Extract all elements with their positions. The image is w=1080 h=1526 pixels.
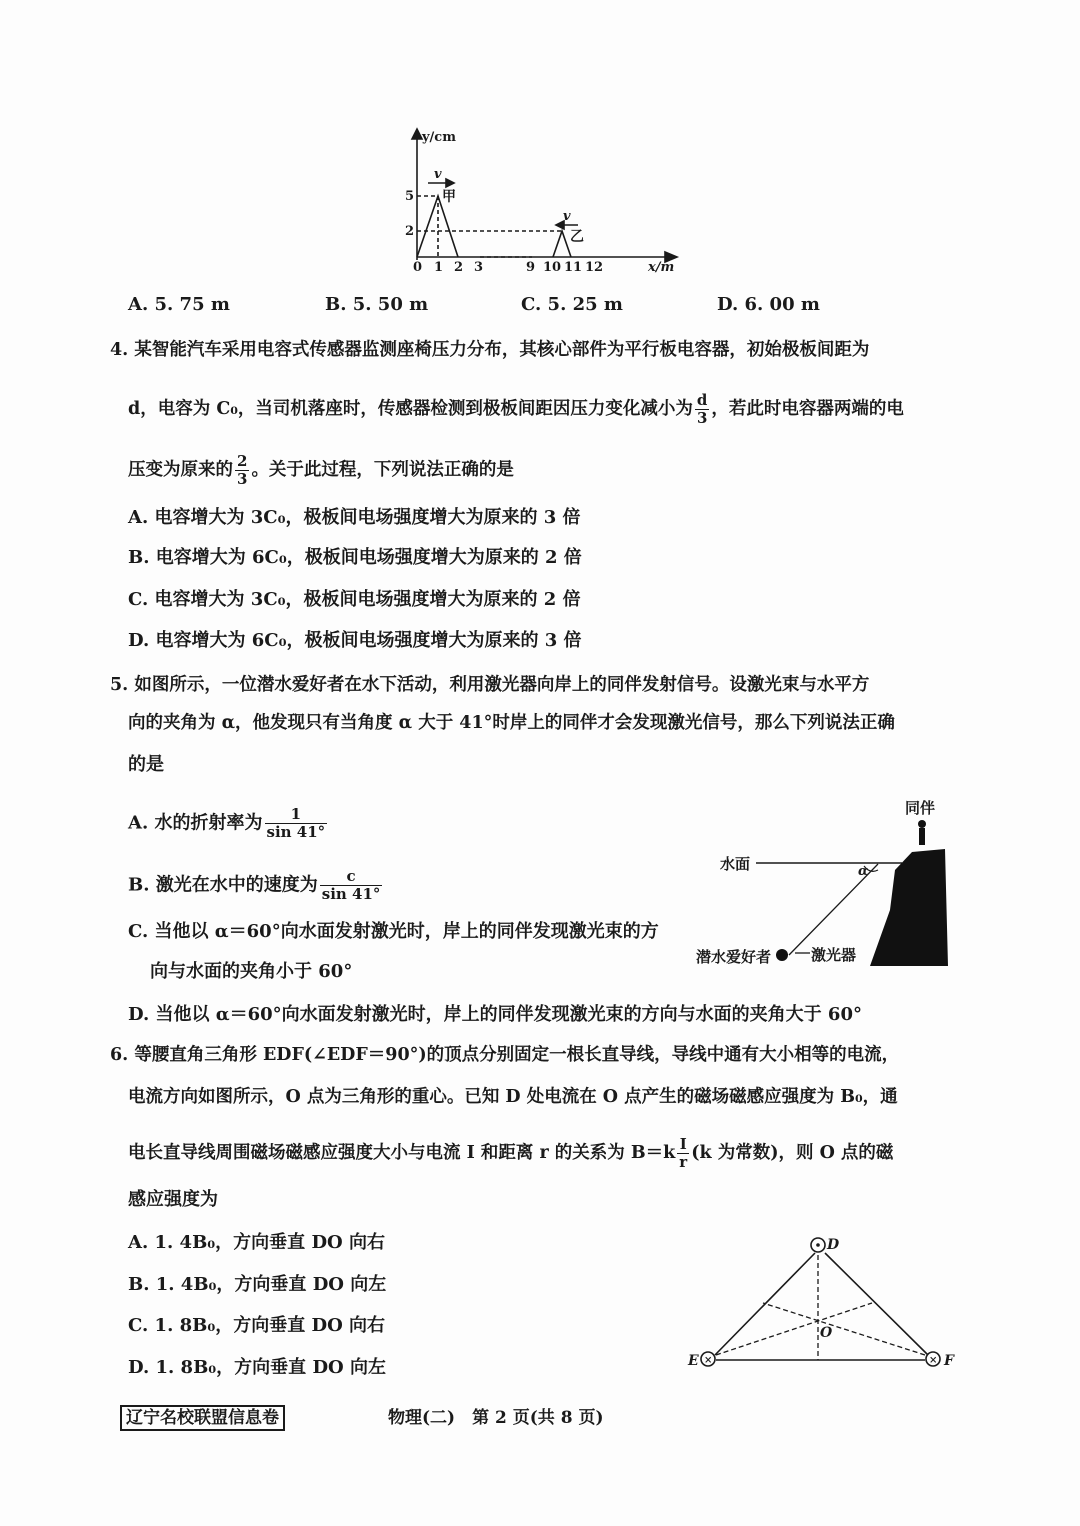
- q3-option-c: C. 5. 25 m: [521, 294, 623, 315]
- q5-stem-line1: 5. 如图所示，一位潜水爱好者在水下活动，利用激光器向岸上的同伴发射信号。设激光束与水平方: [110, 675, 870, 695]
- footer-page-info: 物理(二) 第 2 页(共 8 页): [388, 1408, 604, 1428]
- q3-option-d: D. 6. 00 m: [717, 294, 820, 315]
- denominator: r: [679, 1153, 688, 1171]
- q3-option-a: A. 5. 75 m: [128, 294, 230, 315]
- current-in-icon: ×: [704, 1355, 713, 1366]
- wave-label-a: 甲: [442, 189, 456, 205]
- q6-stem-line1: 6. 等腰直角三角形 EDF(∠EDF＝90°)的顶点分别固定一根长直导线，导线中通有大小相等的电流，: [110, 1045, 900, 1065]
- x-tick: 10: [543, 260, 562, 275]
- x-tick: 12: [585, 260, 604, 275]
- y-tick: 2: [405, 224, 415, 239]
- water-surface-label: 水面: [720, 855, 751, 873]
- fraction: [265, 806, 328, 841]
- numerator: d: [696, 391, 708, 409]
- q4-stem-line2: [128, 392, 904, 427]
- diver-icon: [776, 949, 788, 961]
- footer-brand: [120, 1406, 285, 1430]
- text: (k 为常数)，则 O 点的磁: [691, 1143, 894, 1163]
- y-axis-label: y/cm: [422, 130, 456, 145]
- q5-stem-line3: 的是: [128, 754, 164, 775]
- q6-stem-line2: 电流方向如图所示，O 点为三角形的重心。已知 D 处电流在 O 点产生的磁场磁感应强度为 B₀，通: [128, 1087, 898, 1107]
- q6-option-c: C. 1. 8B₀，方向垂直 DO 向右: [128, 1315, 386, 1336]
- text: 。关于此过程，下列说法正确的是: [251, 460, 514, 480]
- fraction: [677, 1136, 689, 1171]
- vertex-f-label: F: [944, 1353, 954, 1369]
- x-tick: 0: [413, 260, 423, 275]
- numerator: 1: [265, 806, 328, 824]
- y-tick: 5: [405, 189, 415, 204]
- x-tick: 2: [454, 260, 464, 275]
- q4-stem-line3: [128, 453, 514, 488]
- companion-label: 同伴: [905, 799, 936, 817]
- x-tick: 11: [564, 260, 583, 275]
- triangle-figure: [680, 1225, 970, 1375]
- x-tick: 1: [434, 260, 444, 275]
- q4-option-d: D. 电容增大为 6C₀，极板间电场强度增大为原来的 3 倍: [128, 630, 582, 651]
- q5-option-a: [128, 806, 329, 841]
- denominator: 3: [696, 409, 708, 427]
- text: 压变为原来的: [128, 460, 233, 480]
- vertex-e-label: E: [688, 1353, 699, 1369]
- denominator: 3: [237, 470, 248, 488]
- x-tick: 3: [474, 260, 484, 275]
- q6-option-d: D. 1. 8B₀，方向垂直 DO 向左: [128, 1357, 387, 1378]
- cliff-shape: [870, 849, 948, 966]
- fraction: [235, 453, 249, 488]
- numerator: I: [677, 1136, 689, 1154]
- velocity-label-a: v: [434, 167, 442, 182]
- q3-option-b: B. 5. 50 m: [325, 294, 429, 315]
- text: 电长直导线周围磁场磁感应强度大小与电流 I 和距离 r 的关系为 B＝k: [128, 1143, 676, 1163]
- q5-option-c-line2: 向与水面的夹角小于 60°: [150, 961, 353, 982]
- x-axis-label: x/m: [648, 260, 675, 275]
- velocity-label-b: v: [563, 209, 571, 224]
- diver-label: 潜水爱好者: [696, 948, 772, 966]
- text: A. 水的折射率为: [128, 812, 263, 834]
- q5-option-d: D. 当他以 α＝60°向水面发射激光时，岸上的同伴发现激光束的方向与水面的夹角大于 60°: [128, 1004, 862, 1025]
- q6-option-a: A. 1. 4B₀，方向垂直 DO 向右: [128, 1232, 386, 1253]
- brand-box: 辽宁名校联盟信息卷: [120, 1405, 285, 1431]
- q6-stem-line3: [128, 1136, 893, 1171]
- denominator: sin 41°: [321, 885, 381, 903]
- q4-option-c: C. 电容增大为 3C₀，极板间电场强度增大为原来的 2 倍: [128, 589, 581, 610]
- numerator: 2: [237, 452, 248, 470]
- diver-laser-figure: [690, 790, 970, 980]
- wave-graph: [400, 125, 690, 275]
- alpha-label: α: [858, 864, 869, 879]
- q5-option-b: [128, 868, 384, 903]
- denominator: sin 41°: [266, 823, 326, 841]
- q5-option-c-line1: C. 当他以 α＝60°向水面发射激光时，岸上的同伴发现激光束的方: [128, 921, 659, 942]
- wave-label-b: 乙: [570, 229, 584, 245]
- q6-option-b: B. 1. 4B₀，方向垂直 DO 向左: [128, 1274, 387, 1295]
- companion-icon: [918, 820, 926, 845]
- text: d，电容为 C₀，当司机落座时，传感器检测到极板间距因压力变化减小为: [128, 399, 693, 419]
- q4-option-b: B. 电容增大为 6C₀，极板间电场强度增大为原来的 2 倍: [128, 547, 582, 568]
- fraction: [695, 392, 710, 427]
- q4-stem-line1: 4. 某智能汽车采用电容式传感器监测座椅压力分布，其核心部件为平行板电容器，初始极板间距为: [110, 340, 870, 360]
- q5-stem-line2: 向的夹角为 α，他发现只有当角度 α 大于 41°时岸上的同伴才会发现激光信号，那么下列说法正确: [128, 713, 895, 733]
- q4-option-a: A. 电容增大为 3C₀，极板间电场强度增大为原来的 3 倍: [128, 507, 581, 528]
- fraction: [320, 868, 383, 903]
- q6-stem-line4: 感应强度为: [128, 1189, 218, 1210]
- vertex-d-label: D: [827, 1237, 840, 1253]
- current-out-icon: [816, 1243, 820, 1247]
- laser-label: 激光器: [811, 946, 857, 964]
- text: ，若此时电容器两端的电: [711, 399, 904, 419]
- centroid-o-label: O: [820, 1325, 833, 1341]
- x-tick: 9: [526, 260, 536, 275]
- current-in-icon: ×: [929, 1355, 938, 1366]
- numerator: c: [320, 868, 383, 886]
- text: B. 激光在水中的速度为: [128, 874, 318, 896]
